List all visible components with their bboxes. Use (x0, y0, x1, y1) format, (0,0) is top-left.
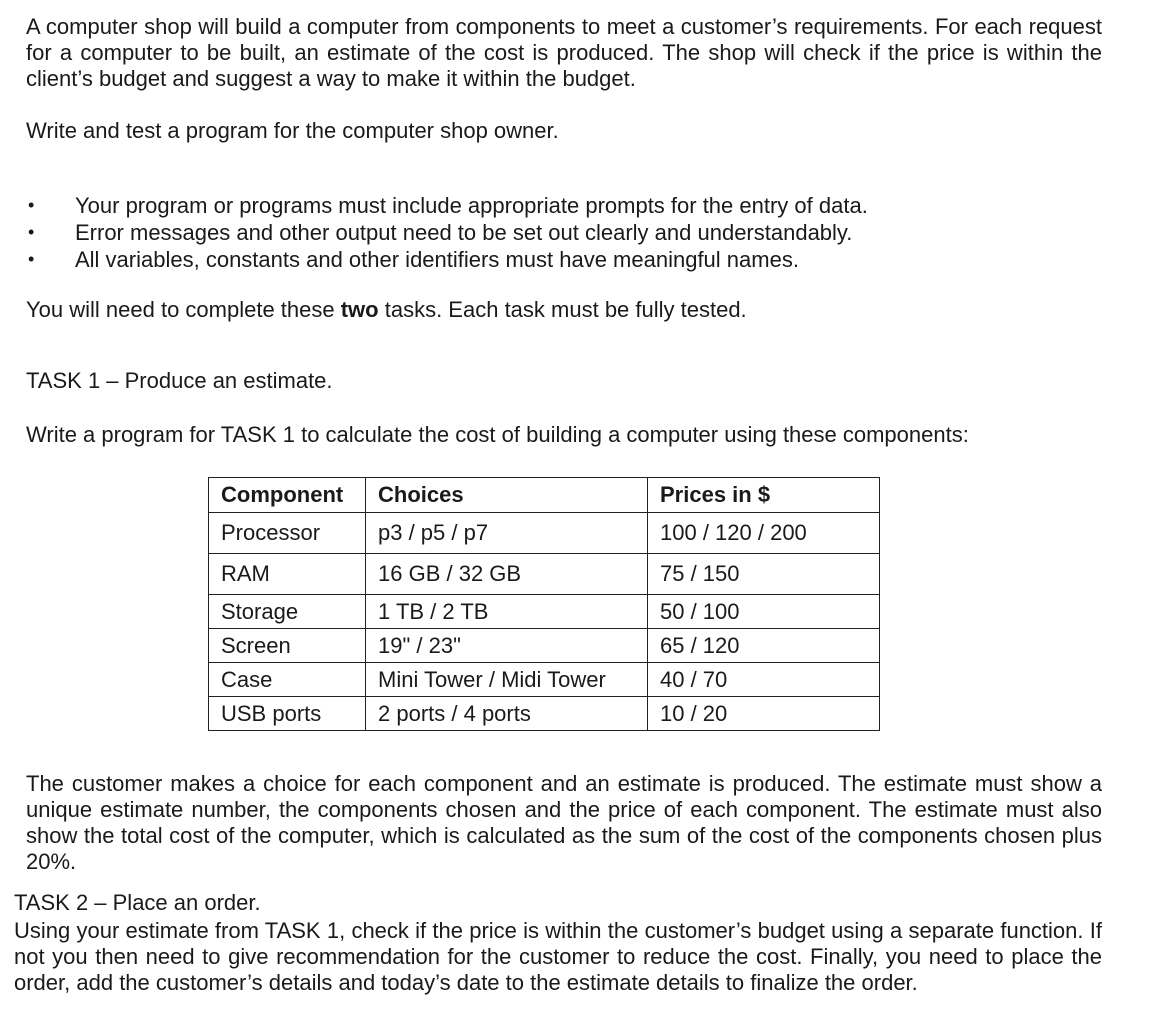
choices-cell: 2 ports / 4 ports (366, 697, 648, 731)
choices-cell: 1 TB / 2 TB (366, 595, 648, 629)
prices-cell: 75 / 150 (648, 554, 880, 595)
table-row (209, 513, 880, 554)
task2-heading: TASK 2 – Place an order. (14, 890, 261, 915)
table-row (209, 595, 880, 629)
component-cell: RAM (209, 554, 366, 595)
header-choices: Choices (366, 478, 648, 513)
prices-cell: 65 / 120 (648, 629, 880, 663)
requirement-item: • Error messages and other output need to be set out clearly and understandably. (26, 219, 868, 246)
table-header-row (209, 478, 880, 513)
table-row (209, 554, 880, 595)
write-test-instruction: Write and test a program for the computer shop owner. (26, 118, 559, 143)
estimate-description: The customer makes a choice for each component and an estimate is produced. The estimate must show a unique estimate number, the components chosen and the price of each component. The estimate must also show the total cost of the computer, which is calculated as the sum of the cost of the components chosen plus 20%. (26, 771, 1102, 874)
table-row (209, 697, 880, 731)
choices-cell: Mini Tower / Midi Tower (366, 663, 648, 697)
tasks-note-before: You will need to complete these (26, 297, 341, 322)
component-cell: Processor (209, 513, 366, 554)
choices-cell: p3 / p5 / p7 (366, 513, 648, 554)
tasks-note-after: tasks. Each task must be fully tested. (378, 297, 747, 322)
choices-cell: 16 GB / 32 GB (366, 554, 648, 595)
requirement-item: • Your program or programs must include appropriate prompts for the entry of data. (26, 192, 868, 219)
prices-cell: 10 / 20 (648, 697, 880, 731)
task2-description: Using your estimate from TASK 1, check if the price is within the customer’s budget using a separate function. If not you then need to give recommendation for the customer to reduce the cost. Finally, you need to place the order, add the customer’s details and today’s date to the estimate details to finalize the order. (14, 918, 1102, 995)
component-cell: Case (209, 663, 366, 697)
components-table (208, 477, 880, 731)
tasks-note-bold: two (340, 297, 379, 322)
prices-cell: 50 / 100 (648, 595, 880, 629)
task1-instruction: Write a program for TASK 1 to calculate the cost of building a computer using these components: (26, 422, 969, 447)
prices-cell: 40 / 70 (648, 663, 880, 697)
choices-cell: 19" / 23" (366, 629, 648, 663)
requirements-list (26, 192, 868, 273)
tasks-note (26, 297, 747, 323)
component-cell: USB ports (209, 697, 366, 731)
component-cell: Screen (209, 629, 366, 663)
requirement-item: • All variables, constants and other identifiers must have meaningful names. (26, 246, 868, 273)
table-row (209, 629, 880, 663)
header-component: Component (209, 478, 366, 513)
component-cell: Storage (209, 595, 366, 629)
table-row (209, 663, 880, 697)
intro-paragraph: A computer shop will build a computer from components to meet a customer’s requirements. For each request for a computer to be built, an estimate of the cost is produced. The shop will check if the price is within the client’s budget and suggest a way to make it within the budget. (26, 14, 1102, 91)
task1-heading: TASK 1 – Produce an estimate. (26, 368, 333, 393)
header-prices: Prices in $ (648, 478, 880, 513)
prices-cell: 100 / 120 / 200 (648, 513, 880, 554)
